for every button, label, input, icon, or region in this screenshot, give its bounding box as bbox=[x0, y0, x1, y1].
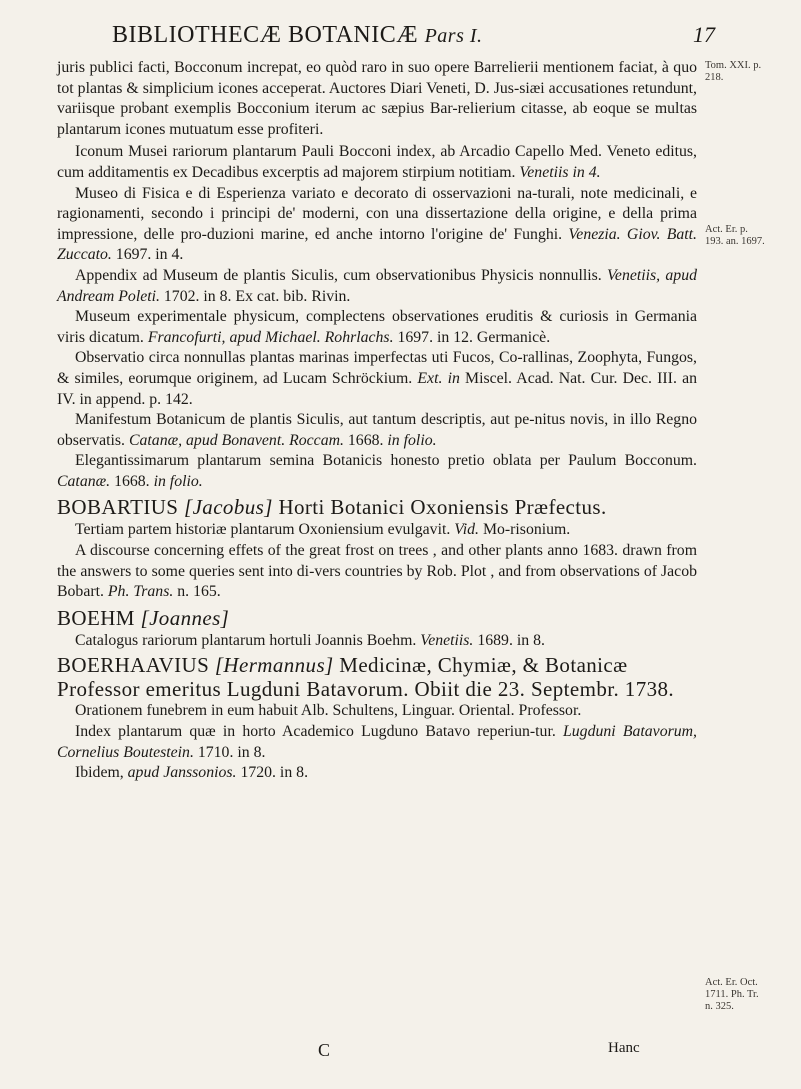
paragraph-oratio-funebris: Orationem funebrem in eum habuit Alb. Schultens, Linguar. Oriental. Professor. bbox=[75, 702, 582, 720]
paragraph-iconum-index: Iconum Musei rariorum plantarum Pauli Bocconi index, ab Arcadio Capello Med. Veneto editus, cum additamentis ex Decadibus excerptis ad majorem stirpium notitiam. Venetiis in 4. bbox=[57, 143, 697, 181]
paragraph-ibidem: Ibidem, apud Janssonios. 1720. in 8. bbox=[75, 764, 309, 782]
paragraph-museum-experimentale: Museum experimentale physicum, complectens observationes eruditis & curiosis in Germania viris dicatum. Francofurti, apud Michael. Rohrlachs. 1697. in 12. Germanicè. bbox=[57, 308, 697, 346]
paragraph-tertiam-partem: Tertiam partem historiæ plantarum Oxoniensium evulgavit. Vid. Mo-risonium. bbox=[75, 521, 571, 539]
paragraph-barrelier: juris publici facti, Bocconum increpat, eo quòd raro in suo opere Barrelierii mentionem faciat, à quo tot plantas & simplicium icones acceperat. Auctores Diari Veneti, D. Jus-siæi accusationes retundunt, variisque probant exemplis Bocconium iterum ac sæpius Bar-relierium citasse, ab eoque se multas plantarum icones mutuatum esse profiteri. bbox=[57, 59, 697, 138]
signature-mark: C bbox=[318, 1040, 331, 1060]
page-number: 17 bbox=[693, 22, 715, 47]
margin-note-tom: Tom. XXI. p. 218. bbox=[705, 60, 762, 83]
paragraph-discourse-frost: A discourse concerning effets of the great frost on trees , and other plants anno 1683. drawn from the answers to some queries sent into di-vers countries by Rob. Plot , and from observations of Jacob Bobart. Ph. Trans. n. 165. bbox=[57, 542, 697, 601]
paragraph-index-plantarum: Index plantarum quæ in horto Academico Lugduno Batavo reperiun-tur. Lugduni Batavorum, Cornelius Boutestein. 1710. in 8. bbox=[57, 723, 697, 761]
entry-heading-boehm: BOEHM [Joannes] bbox=[57, 605, 230, 630]
paragraph-observatio: Observatio circa nonnullas plantas marinas imperfectas uti Fucos, Co-rallinas, Zoophyta, Fungos, & similes, eorumque originem, ad Lucam Schröckium. Ext. in Miscel. Acad. Nat. Cur. Dec. III. an IV. in append. p. 142. bbox=[57, 349, 697, 408]
paragraph-semina: Elegantissimarum plantarum semina Botanicis honesto pretio oblata per Paulum Bocconum. Catanæ. 1668. in folio. bbox=[57, 452, 697, 490]
paragraph-museo-fisica: Museo di Fisica e di Esperienza variato e decorato di osservazioni na-turali, note medicinali, e ragionamenti, secondo i principi de' moderni, con una dissertazione della origine, e della prima impressione, delle pro-duzioni marine, ed anche intorno l'origine de' Funghi. Venezia. Giov. Batt. Zuccato. 1697. in 4. bbox=[57, 184, 697, 264]
paragraph-catalogus-boehm: Catalogus rariorum plantarum hortuli Joannis Boehm. Venetiis. 1689. in 8. bbox=[75, 631, 545, 649]
margin-note-act-1711: Act. Er. Oct. 1711. Ph. Tr. n. 325. bbox=[705, 977, 759, 1012]
entry-heading-boerhaavius: BOERHAAVIUS [Hermannus] Medicinæ, Chymiæ, & Botanicæ Professor emeritus Lugduni Batavorum. Obiit die 23. Septembr. 1738. bbox=[57, 653, 675, 702]
paragraph-appendix: Appendix ad Museum de plantis Siculis, cum observationibus Physicis nonnullis. Venetiis, apud Andream Poleti. 1702. in 8. Ex cat. bib. Rivin. bbox=[57, 266, 697, 305]
part-label: Pars I. bbox=[424, 25, 483, 47]
catchword: Hanc bbox=[608, 1040, 640, 1056]
running-title: BIBLIOTHECÆ BOTANICÆ bbox=[112, 22, 419, 48]
paragraph-manifestum: Manifestum Botanicum de plantis Siculis, aut tantum descriptis, aut pe-nitus novis, in illo Regno observatis. Catanæ, apud Bonavent. Roccam. 1668. in folio. bbox=[57, 411, 697, 449]
main-text bbox=[57, 58, 697, 784]
entry-heading-bobartius: BOBARTIUS [Jacobus] Horti Botanici Oxoniensis Præfectus. bbox=[57, 495, 607, 520]
running-head bbox=[112, 22, 672, 49]
margin-note-act-1697: Act. Er. p. 193. an. 1697. bbox=[705, 224, 765, 247]
